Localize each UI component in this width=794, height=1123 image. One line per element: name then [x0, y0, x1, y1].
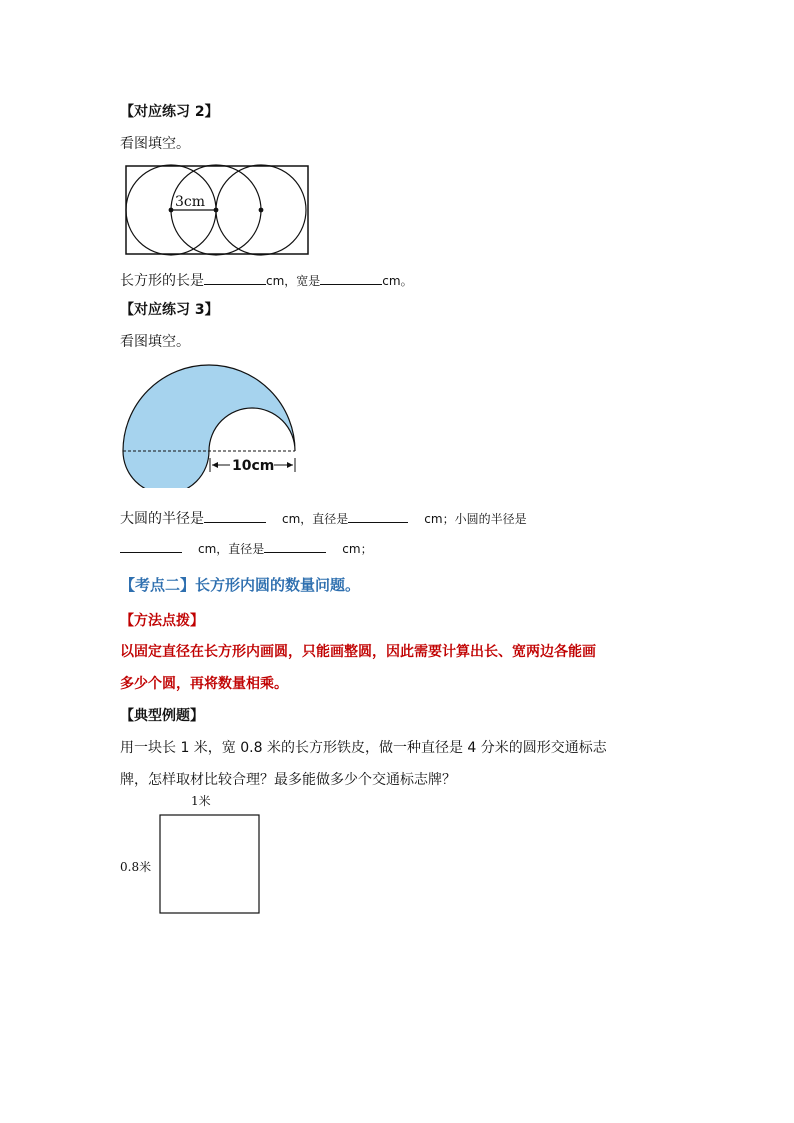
semicircles-figure: [118, 358, 308, 488]
dim-arrow-left: [212, 462, 218, 468]
method-line-1: 以固定直径在长方形内画圆，只能画整圆，因此需要计算出长、宽两边各能画: [120, 644, 596, 660]
exercise-2-prompt: 看图填空。: [120, 136, 190, 152]
exercise-3-question-line-2: cm，直径是 cm；: [120, 538, 373, 559]
exercise-3-title: 【对应练习 3】: [120, 302, 219, 318]
answer-blank-width[interactable]: [320, 270, 382, 285]
center-dot-left: [169, 208, 174, 213]
topic-2-heading: 【考点二】长方形内圆的数量问题。: [120, 576, 361, 594]
answer-blank-small-diameter[interactable]: [264, 538, 326, 553]
width-label: 0.8米: [120, 860, 152, 874]
example-title: 【典型例题】: [120, 708, 204, 724]
method-line-2: 多少个圆，再将数量相乘。: [120, 676, 288, 692]
center-dot-right: [259, 208, 264, 213]
answer-blank-big-diameter[interactable]: [348, 508, 408, 523]
example-line-1: 用一块长 1 米，宽 0.8 米的长方形铁皮，做一种直径是 4 分米的圆形交通标志: [120, 740, 607, 756]
sheet-rectangle: [160, 815, 259, 913]
radius-label: 3cm: [175, 194, 206, 210]
exercise-3-prompt: 看图填空。: [120, 334, 190, 350]
answer-blank-big-radius[interactable]: [204, 508, 266, 523]
dimension-label: 10cm: [232, 458, 275, 474]
circles-in-rectangle-figure: [120, 160, 315, 260]
length-label: 1米: [191, 794, 211, 808]
exercise-3-question-line-1: 大圆的半径是 cm，直径是 cm；小圆的半径是: [120, 508, 527, 529]
exercise-2-title: 【对应练习 2】: [120, 104, 219, 120]
method-title: 【方法点拨】: [120, 613, 204, 629]
example-line-2: 牌，怎样取材比较合理？最多能做多少个交通标志牌？: [120, 772, 456, 788]
answer-blank-length[interactable]: [204, 270, 266, 285]
center-dot-middle: [214, 208, 219, 213]
dim-arrow-right: [287, 462, 293, 468]
sheet-rectangle-figure: [115, 790, 270, 920]
exercise-2-question: 长方形的长是 cm，宽是 cm。: [120, 270, 413, 291]
answer-blank-small-radius[interactable]: [120, 538, 182, 553]
